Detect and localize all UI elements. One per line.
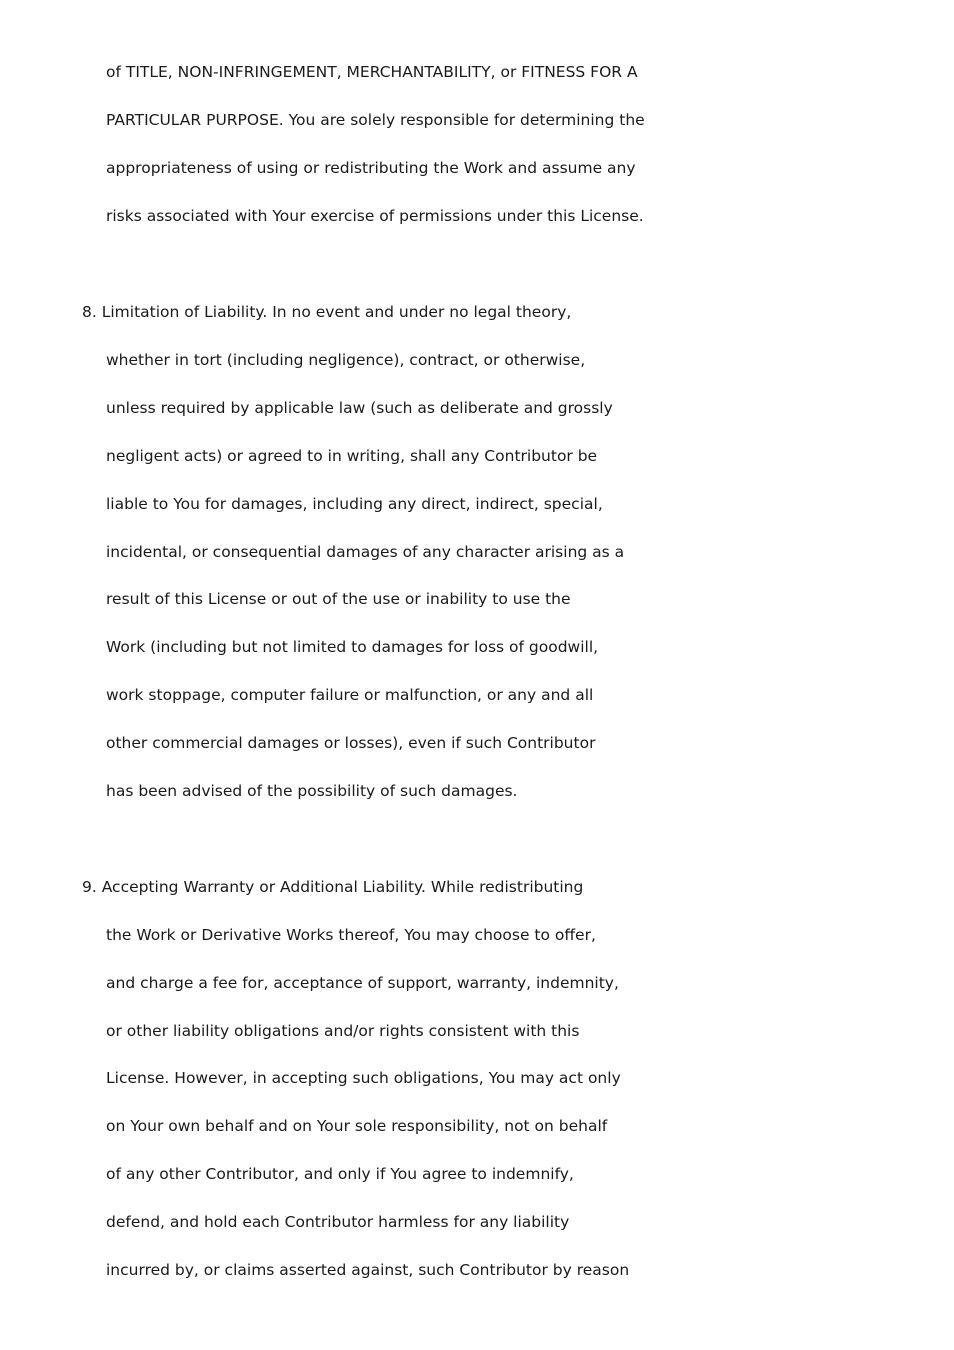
- section-9-line: or other liability obligations and/or rights consistent with this: [106, 1022, 580, 1040]
- section-8-line: work stoppage, computer failure or malfunction, or any and all: [106, 686, 594, 704]
- section-9-heading-line: 9. Accepting Warranty or Additional Liability. While redistributing: [82, 878, 584, 896]
- section-9-line: defend, and hold each Contributor harmless for any liability: [106, 1213, 570, 1231]
- section-8-heading-line: 8. Limitation of Liability. In no event and under no legal theory,: [82, 303, 572, 321]
- section-8-line: negligent acts) or agreed to in writing, shall any Contributor be: [106, 447, 598, 465]
- intro-line: PARTICULAR PURPOSE. You are solely responsible for determining the: [106, 111, 645, 129]
- section-8-line: liable to You for damages, including any direct, indirect, special,: [106, 495, 603, 513]
- section-8-line: incidental, or consequential damages of any character arising as a: [106, 543, 625, 561]
- section-9-line: and charge a fee for, acceptance of support, warranty, indemnity,: [106, 974, 619, 992]
- section-8-line: has been advised of the possibility of such damages.: [106, 782, 518, 800]
- section-9-line: on Your own behalf and on Your sole responsibility, not on behalf: [106, 1117, 608, 1135]
- section-8-line: other commercial damages or losses), even if such Contributor: [106, 734, 596, 752]
- section-8-line: result of this License or out of the use or inability to use the: [106, 590, 571, 608]
- section-9-line: License. However, in accepting such obligations, You may act only: [106, 1069, 621, 1087]
- intro-line: risks associated with Your exercise of permissions under this License.: [106, 207, 644, 225]
- section-8-line: Work (including but not limited to damages for loss of goodwill,: [106, 638, 599, 656]
- intro-line: appropriateness of using or redistributing the Work and assume any: [106, 159, 636, 177]
- section-9-line: of any other Contributor, and only if You agree to indemnify,: [106, 1165, 574, 1183]
- section-8-line: unless required by applicable law (such as deliberate and grossly: [106, 399, 613, 417]
- section-8-line: whether in tort (including negligence), contract, or otherwise,: [106, 351, 586, 369]
- section-9-line: the Work or Derivative Works thereof, You may choose to offer,: [106, 926, 596, 944]
- intro-line: of TITLE, NON-INFRINGEMENT, MERCHANTABILITY, or FITNESS FOR A: [106, 63, 638, 81]
- section-9-line: incurred by, or claims asserted against, such Contributor by reason: [106, 1261, 630, 1279]
